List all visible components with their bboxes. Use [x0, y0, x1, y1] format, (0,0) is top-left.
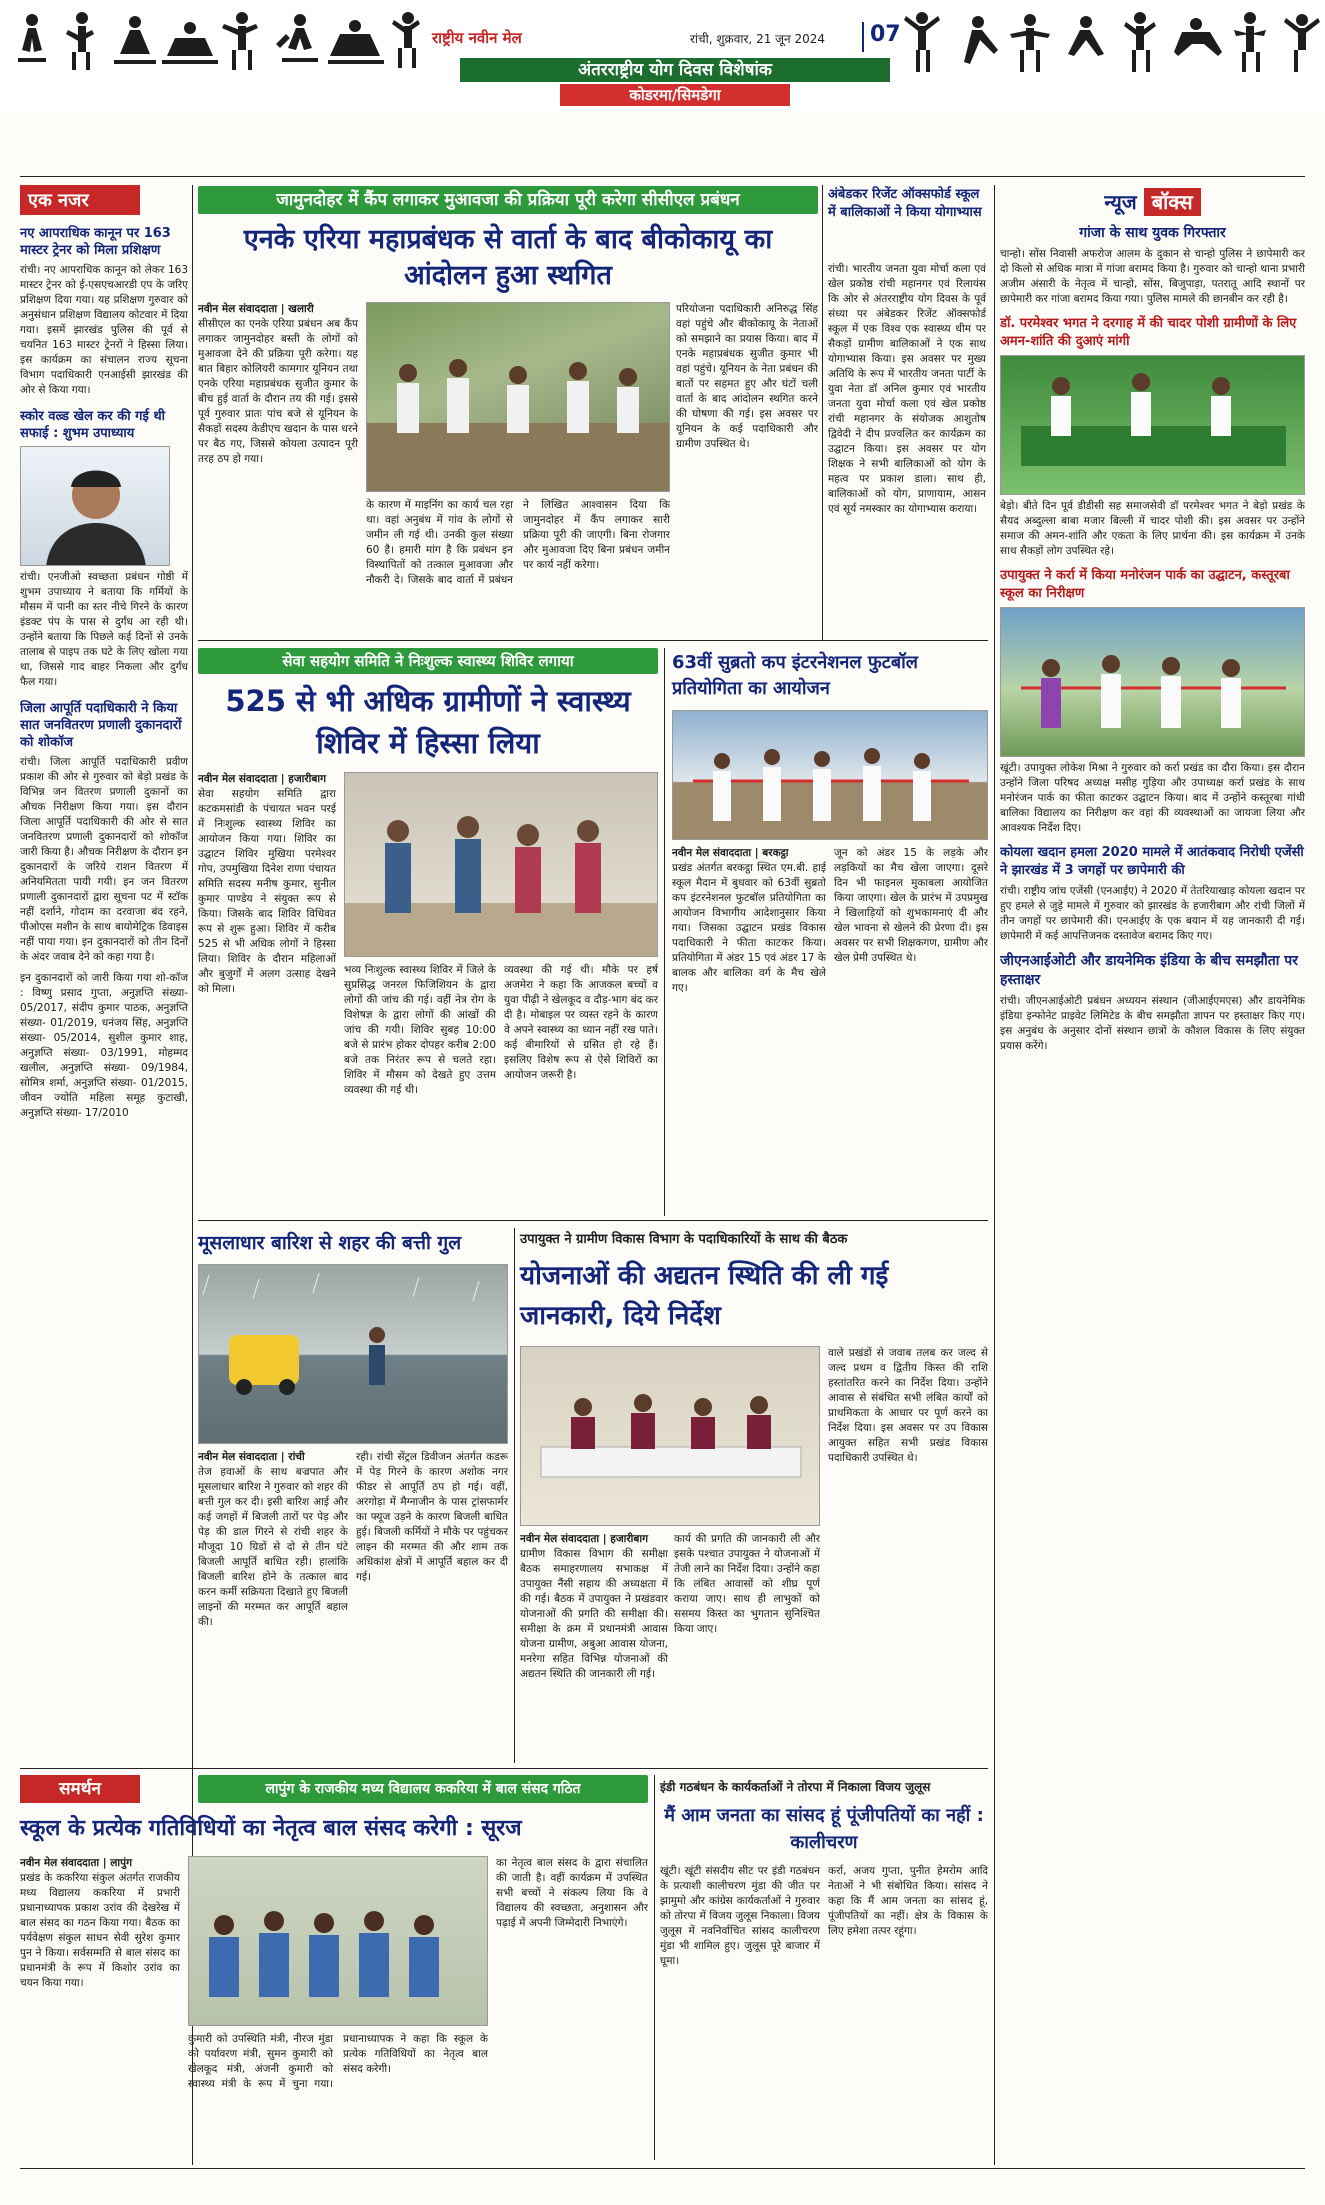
rain-headline: मूसलाधार बारिश से शहर की बत्ती गुल — [198, 1232, 462, 1254]
news-body: रांची। जीएनआईओटी प्रबंधन अध्ययन संस्थान (जीआईएमएस) और डायनेमिक इंडिया इन्फोनेट प्राइवेट लिमिटेड के बीच समझौता ज्ञापन पर हस्ताक्षर किए गए। इस अनुबंध के अनुसार दोनों संस्थान छात्रों के कौशल विकास के लिए संयुक्त प्रयास करेंगे। — [1000, 995, 1305, 1052]
ambedkar-text: रांची। भारतीय जनता युवा मोर्चा कला एवं खेल प्रकोष्ठ रांची महानगर एवं रिलायंस कि ओर से अंतरराष्ट्रीय योग दिवस के पूर्व संध्या पर अंबेडकर रिजेंट ऑक्सफोर्ड स्कूल में एक विश्व एक स्वास्थ्य थीम पर सैकड़ों ग्रामीण बालिकाओं ने एक साथ योगाभ्यास किया। इस अवसर पर मुख्य अतिथि के रूप में भारतीय जनता पार्टी के युवा नेता डॉ अनिल कुमार एवं भारतीय जनता युवा मोर्चा कला एवं खेल प्रकोष्ठ रांची महानगर के संयोजक आशुतोष द्विवेदी ने दीप प्रज्वलित कर कार्यक्रम का उद्घाटन किया। इस अवसर पर योग शिक्षक ने सभी बालिकाओं को योग के महत्व पर प्रकाश डाला। साथ ही, बालिकाओं को योग, प्राणायाम, आसन एवं सूर्य नमस्कार का योगाभ्यास कराया। — [828, 263, 986, 515]
byline: नवीन मेल संवाददाता | बरकट्ठा — [672, 847, 789, 859]
flooded-street-icon — [199, 1265, 508, 1444]
lead-headline: एनके एरिया महाप्रबंधक से वार्ता के बाद बीकोकायू का आंदोलन हुआ स्थगित — [243, 224, 773, 291]
masthead-rule — [20, 176, 1305, 177]
rain-body: तेज हवाओं के साथ बज्रपात और मूसलाधार बारिश ने गुरुवार को शहर की बत्ती गुल कर दी। इसी बारिश आई और कई जगहों में बिजली तारों पर पेड़ और पेड़ की डाल गिरने से रांची शहर के मौजूदा 10 ग्रिडों से दो से तीन घंटे बिजली आपूर्ति बाधित रही। हालांकि बिजली बारिश होने के तत्काल बाद करन कर्मी सक्रियता दिखाते हुए बिजली लाइनों की मरम्मत कर आपूर्ति बहाल की। — [198, 1466, 348, 1628]
column-divider — [664, 648, 665, 1216]
news-box-label — [1000, 185, 1305, 219]
health-col-2 — [344, 963, 496, 1213]
section-label-samarthan: समर्थन — [20, 1775, 140, 1803]
india-strip: इंडी गठबंधन के कार्यकर्ताओं ने तोरपा में निकाला विजय जुलूस — [660, 1780, 931, 1794]
news-body: रांची। राष्ट्रीय जांच एजेंसी (एनआईए) ने 2020 में तेतरियाखाड़ कोयला खदान पर हुए हमले से जुड़े मामले में गुरुवार को झारखंड के हजारीबाग और रांची जिलों में तीन जगहों पर छापेमारी की। एनआईए के एक बयान में यह जानकारी दी गई। छापेमारी में कई आपत्तिजनक दस्तावेज बरामद किए गए। — [1000, 885, 1305, 942]
ambedkar-headline: अंबेडकर रिजेंट ऑक्सफोर्ड स्कूल में बालिकाओं ने किया योगाभ्यास — [828, 187, 982, 220]
samarthan-body: कुमारी को उपस्थिति मंत्री, नीरज मुंडा को पर्यावरण मंत्री, सुमन कुमारी को खेलकूद मंत्री, अंजनी कुमारी को स्वास्थ्य मंत्री के रूप में चुना गया। प्रधानाध्यापक ने कहा कि स्कूल के प्रत्येक गतिविधियों का नेतृत्व बाल संसद करेगी। — [188, 2033, 488, 2090]
news-box — [1000, 185, 1305, 2165]
review-headline: योजनाओं की अद्यतन स्थिति की ली गई जानकारी, दिये निर्देश — [520, 1261, 889, 1331]
review-body: ग्रामीण विकास विभाग की समीक्षा बैठक समाहरणालय सभाकक्ष में उपायुक्त नैंसी सहाय की अध्यक्षता में की गई। बैठक में उपायुक्त ने प्रखंडवार योजनाओं की प्रगति की समीक्षा की। समीक्षा के क्रम में प्रधानमंत्री आवास योजना ग्रामीण, अबुआ आवास योजना, मनरेगा सहित विभिन्न योजनाओं की अद्यतन स्थिति की जानकारी ली गई। — [520, 1548, 668, 1680]
bottom-rule — [20, 2168, 1305, 2169]
meeting-crowd-icon — [367, 303, 670, 492]
park-inauguration-icon — [1001, 608, 1305, 757]
news-headline: गांजा के साथ युवक गिरफ्तार — [1079, 225, 1226, 241]
meeting-hall-icon — [521, 1347, 820, 1526]
portrait-photo — [20, 446, 170, 566]
section-divider — [198, 640, 988, 641]
section-label-ek-nazar: एक नजर — [20, 185, 140, 215]
football-col-1 — [672, 846, 826, 1214]
rain-body: रही। रांची सेंट्रल डिवीजन अंतर्गत कडरू में पेड़ गिरने के कारण अशोक नगर फीडर से आपूर्ति ठप हो गई। वहीं, अरगोड़ा में मैग्नाजीन के पास ट्रांसफार्मर का फ्यूज उड़ने के कारण बिजली बाधित हुई। बिजली कर्मियों ने मौके पर पहुंचकर लाइन की मरम्मत की और शाम तक अधिकांश क्षेत्रों में आपूर्ति बहाल कर दी गई। — [356, 1451, 508, 1583]
park-photo — [1000, 607, 1305, 757]
byline: नवीन मेल संवाददाता | हजारीबाग — [520, 1533, 649, 1545]
brand-logo: राष्ट्रीय नवीन मेल — [432, 29, 522, 47]
india-headline: मैं आम जनता का सांसद हूं पूंजीपतियों का नहीं : कालीचरण — [664, 1805, 984, 1853]
district-banner: कोडरमा/सिमडेगा — [560, 84, 790, 106]
byline: नवीन मेल संवाददाता | रांची — [198, 1451, 305, 1463]
football-col-2 — [834, 846, 988, 1214]
review-strip: उपायुक्त ने ग्रामीण विकास विभाग के पदाधिकारियों के साथ की बैठक — [520, 1232, 848, 1247]
column-divider — [654, 1775, 655, 2160]
samarthan-strip: लापुंग के राजकीय मध्य विद्यालय ककरिया में बाल संसद गठित — [198, 1775, 648, 1803]
lead-strip: जामुनदोहर में कैंप लगाकर मुआवजा की प्रक्रिया पूरी करेगा सीसीएल प्रबंधन — [198, 186, 818, 214]
rain-col-1 — [198, 1450, 348, 1760]
news-headline: जीएनआईओटी और डायनेमिक इंडिया के बीच समझौता पर हस्ताक्षर — [1000, 953, 1298, 988]
masthead — [0, 0, 1325, 112]
india-body: खूंटी। खूंटी संसदीय सीट पर इंडी गठबंधन के प्रत्याशी कालीचरण मुंडा की जीत पर झामुमो और कांग्रेस कार्यकर्ताओं ने गुरुवार को तोरपा में विजय जुलूस निकाला। विजय जुलूस में नवनिर्वाचित सांसद कालीचरण मुंडा भी शामिल हुए। जुलूस पूरे बाजार में घूमा। — [660, 1865, 820, 1967]
india-body: कर्रा, अजय गुप्ता, पुनीत हेमरोम आदि नेताओं ने भी संबोधित किया। सांसद ने कहा कि मैं आम जनता का सांसद हूं, पूंजीपतियों का नहीं। क्षेत्र के विकास के लिए हमेशा तत्पर रहूंगा। — [828, 1865, 988, 1937]
samarthan-body: प्रखंड के ककरिया संकुल अंतर्गत राजकीय मध्य विद्यालय ककरिया में प्रभारी प्रधानाध्यापक प्रकाश उरांव की देखरेख में बाल संसद का गठन किया गया। बैठक का पर्यवेक्षण संकुल साधन सेवी सुरेश कुमार पुन ने किया। सर्वसम्मति से बाल संसद का प्रधानमंत्री के रूप में किशोर उरांव का चयन किया गया। — [20, 1872, 180, 1989]
review-body: वाले प्रखंडों से जवाब तलब कर जल्द से जल्द प्रथम व द्वितीय किस्त की राशि हस्तांतरित करने का निर्देश दिया। उन्होंने आवास से संबंधित सभी लंबित कार्यों को प्राथमिकता के आधार पर पूर्ण करने का निर्देश दिया। इस अवसर पर उप विकास आयुक्त सहित सभी प्रखंड विकास पदाधिकारी उपस्थित थे। — [828, 1347, 988, 1464]
brief-body: रांची। नए आपराधिक कानून को लेकर 163 मास्टर ट्रेनर को ई-एसएचआरडी एप के जरिए प्रशिक्षण दिया गया। यह प्रशिक्षण गुरुवार को अनुसंधान प्रशिक्षण विद्यालय कोटवार में दिया गया। इसमें झारखंड पुलिस की पूर्व से चयनित 163 मास्टर ट्रेनरों ने हिस्सा लिया। इस कार्यक्रम का संचालन राज्य सूचना विभाग पदाधिकारी एनआईसी झारखंड की ओर से किया गया। — [20, 264, 188, 396]
review-col-1 — [520, 1532, 668, 1762]
brief-headline: स्कोर वल्र्ड खेल कर की गई थी सफाई : शुभम उपाध्याय — [20, 409, 166, 441]
brief-body: रांची। एनजीओ स्वच्छता प्रबंधन गोष्ठी में शुभम उपाध्याय ने बताया कि गर्मियों के मौसम में पानी का स्तर नीचे गिरने के कारण इंडक्ट पंप के पास से दुर्गंध आ रही थी। उन्होंने बताया कि पिछले कई दिनों से उनके तालाब से पाइप तक घटे के लिए खोला गया था, जिससे गाद बाहर निकला और दुर्गंध फैल गया। — [20, 571, 188, 688]
students-group-icon — [189, 1857, 488, 2026]
lead-col-1 — [198, 302, 358, 632]
column-divider — [994, 185, 995, 2165]
brief-headline: नए आपराधिक कानून पर 163 मास्टर ट्रेनर को मिला प्रशिक्षण — [20, 226, 171, 258]
news-box-label-b: बॉक्स — [1144, 188, 1201, 216]
review-col-right — [828, 1346, 988, 1761]
dargah-photo — [1000, 355, 1305, 495]
yoga-figures-right — [900, 8, 1320, 78]
section-divider — [198, 1220, 988, 1221]
health-camp-icon — [345, 773, 658, 957]
samarthan-photo — [188, 1856, 488, 2026]
column-divider — [822, 185, 823, 640]
health-body: भव्य निःशुल्क स्वास्थ्य शिविर में जिले के सुप्रसिद्ध जनरल फिजिशियन के द्वारा लोगों की जांच की गई। वहीं नेत्र रोग के विशेषज्ञ के द्वारा लोगों की आंखों की जांच की गयी। शिविर सुबह 10:00 बजे से प्रारंभ होकर दोपहर करीब 2:00 बजे तक निरंतर रूप से चलते रहा। शिविर में मौसम को देखते हुए उत्तम व्यवस्था की गई थी। — [344, 964, 496, 1096]
brief-body: इन दुकानदारों को जारी किया गया शो-कॉज : विष्णु प्रसाद गुप्ता, अनुज्ञप्ति संख्या- 05/2017, संदीप कुमार पाठक, अनुज्ञप्ति संख्या- 01/2019, धनंजय सिंह, अनुज्ञप्ति संख्या- 05/2014, सुशील कुमार शाह, अनुज्ञप्ति संख्या- 03/1991, मोहम्मद खलील, अनुज्ञप्ति संख्या- 09/1984, सोमित्र शर्मा, अनुज्ञप्ति संख्या- 01/2015, जीवन ज्योति महिला समूह कुटाखी, अनुज्ञप्ति संख्या- 17/2010 — [20, 972, 188, 1119]
news-headline: डॉ. परमेश्वर भगत ने दरगाह में की चादर पोशी ग्रामीणों के लिए अमन-शांति की दुआएं मांगी — [1000, 316, 1297, 349]
yoga-figures-left — [10, 8, 430, 78]
india-col-1 — [660, 1864, 820, 2159]
health-col-3 — [504, 963, 658, 1213]
byline: नवीन मेल संवाददाता | लापुंग — [20, 1857, 133, 1869]
lead-body: सीसीएल का एनके एरिया प्रबंधन अब कैंप लगाकर जामुनदोहर बस्ती के लोगों को मुआवजा देने की प्रक्रिया पूरी करेगा। यह बात बिहार कोलियरी कामगार यूनियन तथा एनके एरिया महाप्रबंधक सुजीत कुमार के बीच हुई वार्ता के दौरान तय की गई। इससे पूर्व गुरुवार प्रातः पांच बजे से यूनियन के सैकड़ों सदस्य केडीएच खदान के पास धरने पर बैठ गए, जिससे कोयला उत्पादन पूरी तरह ठप हो गया। — [198, 318, 358, 465]
football-body: जून को अंडर 15 के लड़के और लड़कियों का मैच खेला जाएगा। दूसरे दिन भी फाइनल मुकाबला आयोजित किया जाएगा। खेल के प्रारंभ में उपप्रमुख ने खिलाड़ियों को शुभकामनाएं दी और खेल भावना से खेलने की प्रेरणा दी। इस अवसर पर सभी शिक्षकगण, ग्रामीण और खेल प्रेमी उपस्थित थे। — [834, 847, 988, 964]
lead-photo — [366, 302, 670, 492]
byline: नवीन मेल संवाददाता | खलारी — [198, 303, 314, 315]
news-body: बेड़ो। बीते दिन पूर्व डीडीसी सह समाजसेवी डॉ परमेश्वर भगत ने बेड़ो प्रखंड के सैयद अब्दुल्ला बाबा मजार बिल्ली में चादर पोशी की। इस अवसर पर उन्होंने समाज की अमन-शांति और एकता के लिए प्रार्थना की। इस कार्यक्रम में उनके साथ सैकड़ों लोग उपस्थित रहे। — [1000, 500, 1305, 557]
brief-headline: जिला आपूर्ति पदाधिकारी ने किया सात जनवितरण प्रणाली दुकानदारों को शोकॉज — [20, 701, 182, 750]
byline: नवीन मेल संवाददाता | हजारीबाग — [198, 773, 327, 785]
lead-body: के कारण में माइनिंग का कार्य चल रहा था। वहां अनुबंध में गांव के लोगों से जमीन ली गई थी। उनकी कुल संख्या 60 है। हमारी मांग है कि प्रबंधन इन विस्थापितों को तत्काल मुआवजा और नौकरी दे। जिसके बाद वार्ता में प्रबंधन ने लिखित आश्वासन दिया कि जामुनदोहर में कैंप लगाकर सारी प्रक्रिया पूरी की जाएगी। बिना रोजगार और मुआवजा दिए बिना प्रबंधन जमीन पर कार्य नहीं करेगा। — [366, 499, 670, 586]
india-col-2 — [828, 1864, 988, 2159]
lead-col-2 — [366, 498, 670, 633]
health-col-1 — [198, 772, 336, 1214]
brief-body: रांची। जिला आपूर्ति पदाधिकारी प्रवीण प्रकाश की ओर से गुरुवार को बेड़ो प्रखंड के विभिन्न जन वितरण प्रणाली दुकानों का औचक निरीक्षण किया गया। इस दौरान जिला आपूर्ति पदाधिकारी की ओर से सात जनवितरण प्रणाली दुकानदारों को शोकॉज जारी किया है। औचक निरीक्षण के दौरान इन दुकानदारों के जरिये राशन वितरण में अनियमितता पायी गयी। इन जन वितरण प्रणाली दुकानदारों द्वारा सूचना पट में स्टॉक नहीं दर्शाने, गोदाम का दरवाजा बंद रहने, पीओएस मशीन के साथ बायोमेट्रिक डिवाइस नहीं पाया गया। इन दुकानदारों को तीन दिनों के अंदर जवाब देने को कहा गया है। — [20, 756, 188, 963]
ribbon-cutting-icon — [673, 711, 988, 840]
lead-col-3 — [676, 302, 818, 632]
health-photo — [344, 772, 658, 957]
football-headline: 63वीं सुब्रतो कप इंटरनेशनल फुटबॉल प्रतियोगिता का आयोजन — [672, 652, 918, 699]
samarthan-headline: स्कूल के प्रत्येक गतिविधियों का नेतृत्व बाल संसद करेगी : सूरज — [20, 1816, 522, 1841]
rain-photo — [198, 1264, 508, 1444]
special-banner: अंतरराष्ट्रीय योग दिवस विशेषांक — [460, 58, 890, 82]
news-headline: कोयला खदान हमला 2020 मामले में आतंकवाद निरोधी एजेंसी ने झारखंड में 3 जगहों पर छापेमारी की — [1000, 845, 1304, 878]
health-body: सेवा सहयोग समिति द्वारा कटकमसांडी के पंचायत भवन परई में निःशुल्क स्वास्थ्य शिविर का आयोजन किया गया। शिविर का उद्घाटन शिविर मुखिया परमेश्वर गोप, उपमुखिया दिनेश राणा पंचायत समिति सदस्य मनीष कुमार, सुनील कुमार पाण्डेय ने संयुक्त रूप से किया। जिसके बाद शिविर विधिवत रूप से शुरू हुआ। शिविर में करीब 525 से भी अधिक लोगों ने हिस्सा लिया। शिविर के दौरान महिलाओं और बुजुर्गों में अलग उत्साह देखने को मिला। — [198, 788, 336, 995]
review-col-2 — [674, 1532, 820, 1762]
football-body: प्रखंड अंतर्गत बरकट्ठा स्थित एम.बी. हाई स्कूल मैदान में बुधवार को 63वीं सुब्रतो कप इंटरनेशनल फुटबॉल प्रतियोगिता का आयोजन विभागीय आदेशानुसार किया गया। जिसका उद्घाटन प्रखंड विकास पदाधिकारी ने फीता काटकर किया। प्रतियोगिता में अंडर 15 एवं अंडर 17 के बालक और बालिका वर्ग के मैच खेले गए। — [672, 862, 826, 994]
news-headline: उपायुक्त ने कर्रा में किया मनोरंजन पार्क का उद्घाटन, कस्तूरबा स्कूल का निरीक्षण — [1000, 568, 1290, 601]
page-number: 07 — [862, 22, 902, 52]
samarthan-col-1 — [20, 1856, 180, 2156]
review-body: कार्य की प्रगति की जानकारी ली और इसके पश्चात उपायुक्त ने योजनाओं में तेजी लाने का निर्देश दिया। उन्होंने कहा कि लंबित आवासों को शीघ्र पूर्ण कराया जाए। साथ ही लाभुकों को ससमय किस्त का भुगतान सुनिश्चित किया जाए। — [674, 1533, 820, 1635]
samarthan-col-2 — [188, 2032, 488, 2157]
health-body: व्यवस्था की गई थी। मौके पर हर्ष अजमेरा ने कहा कि आजकल बच्चों व युवा पीढ़ी ने खेलकूद व दौड़-भाग बंद कर दी है। मोबाइल पर व्यस्त रहने के कारण वे अपने स्वास्थ्य का ध्यान नहीं रख पाते। कई बीमारियों से ग्रसित हो रहे हैं। इसलिए विशेष रूप से ऐसे शिविरों का आयोजन जरूरी है। — [504, 964, 658, 1081]
chadar-offering-icon — [1001, 356, 1305, 495]
person-portrait-icon — [21, 447, 170, 566]
samarthan-body: का नेतृत्व बाल संसद के द्वारा संचालित की जाती है। वहीं कार्यक्रम में उपस्थित सभी बच्चों ने संकल्प लिया कि वे विद्यालय की स्वच्छता, अनुशासन और पढ़ाई में अपनी जिम्मेदारी निभाएंगे। — [496, 1857, 648, 1929]
lead-body: परियोजना पदाधिकारी अनिरुद्ध सिंह वहां पहुंचे और बीकोकायू के नेताओं को समझाने का प्रयास किया। बाद में एनके महाप्रबंधक सुजीत कुमार भी वहां पहुंचे। यूनियन के नेता प्रबंधन की बातों पर सहमत हुए और घंटों चली वार्ता के बाद आंदोलन स्थगित करने की घोषणा की गई। इस अवसर पर यूनियन के कई पदाधिकारी और ग्रामीण उपस्थित थे। — [676, 303, 818, 450]
samarthan-col-3 — [496, 1856, 648, 2156]
rain-col-2 — [356, 1450, 508, 1760]
news-box-label-a: न्यूज — [1104, 190, 1137, 214]
news-body: चान्हो। सोंस निवासी अफरोज आलम के दुकान से चान्हो पुलिस ने छापेमारी कर दो किलो से अधिक मात्रा में गांजा बरामद किया है। गुरुवार को चान्हो थाना प्रभारी अजीम अंसारी के नेतृत्व में चान्हो, सोंस, बिजुपाड़ा, पतरातू आदि स्थानों पर छापेमारी कर गांजा बरामद किया गया। पुलिस मामले की छानबीन कर रही है। — [1000, 248, 1305, 305]
ambedkar-body — [828, 262, 986, 632]
section-divider — [20, 1768, 988, 1769]
health-headline: 525 से भी अधिक ग्रामीणों ने स्वास्थ्य शिविर में हिस्सा लिया — [225, 684, 631, 760]
news-body: खूंटी। उपायुक्त लोकेश मिश्रा ने गुरुवार को कर्रा प्रखंड का दौरा किया। इस दौरान उन्होंने जिला परिषद अध्यक्ष मसीह गुड़िया और उपाध्यक्ष कर्रा प्रखंड के साथ मनोरंजन पार्क का फीता काटकर उद्घाटन किया। बाद में उन्होंने कस्तूरबा गांधी बालिका विद्यालय का निरीक्षण कर वहां की व्यवस्थाओं का जायजा लिया और आवश्यक निर्देश दिए। — [1000, 762, 1305, 834]
football-photo — [672, 710, 988, 840]
review-photo — [520, 1346, 820, 1526]
health-strip: सेवा सहयोग समिति ने निःशुल्क स्वास्थ्य शिविर लगाया — [198, 648, 658, 674]
page-dateline: रांची, शुक्रवार, 21 जून 2024 — [690, 32, 826, 46]
column-divider — [514, 1228, 515, 1763]
